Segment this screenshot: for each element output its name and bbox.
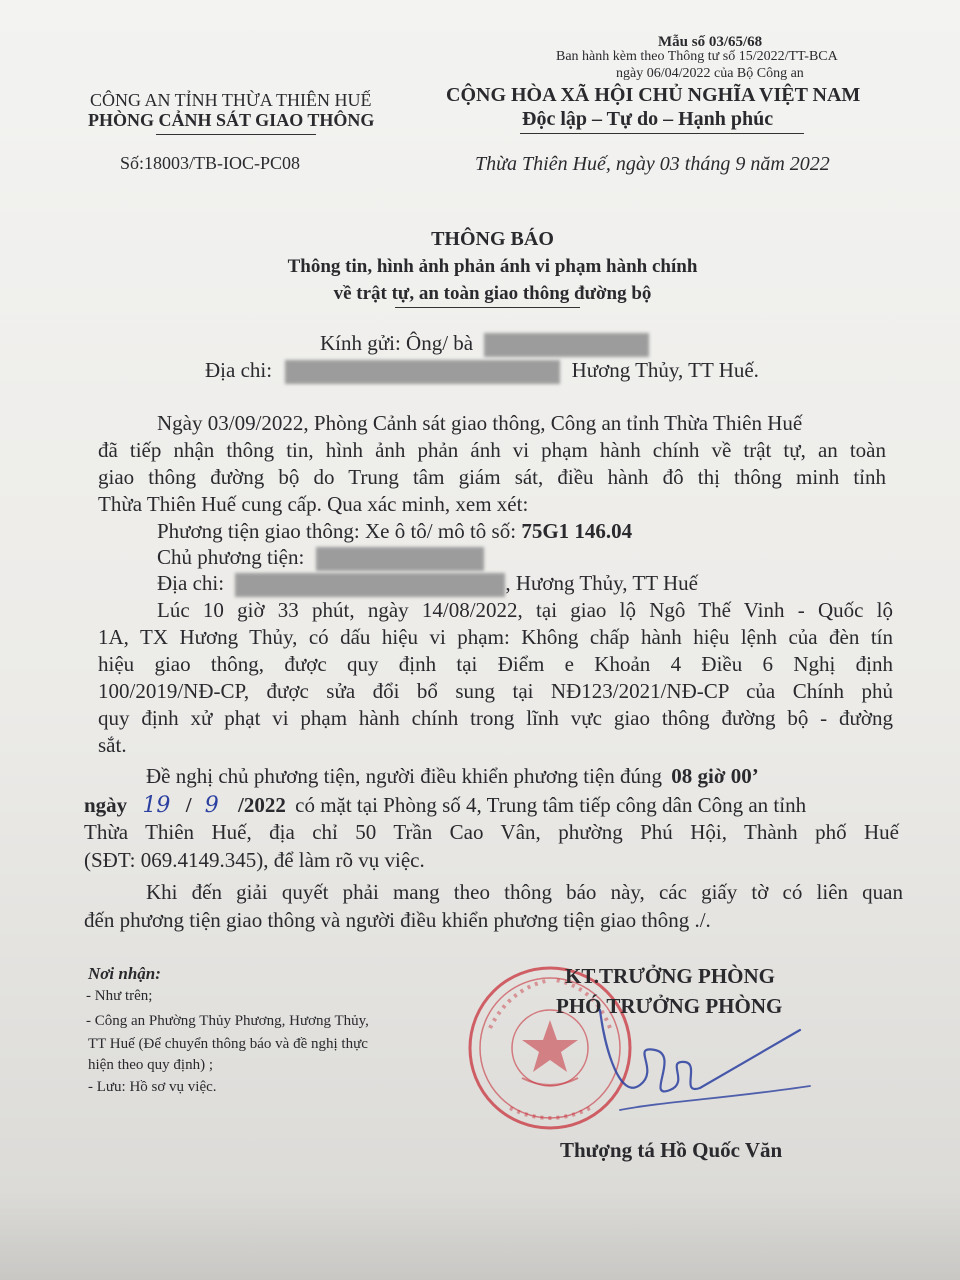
recipient-line [320,330,649,357]
motto-underline [520,133,804,134]
p3-line-2-rest: có mặt tại Phòng số 4, Trung tâm tiếp công dân Công an tỉnh [295,793,807,817]
handwritten-month: 9 [204,793,219,818]
p4-line-2: đến phương tiện giao thông và người điều khiển phương tiện giao thông ./. [84,908,711,932]
agency-name: CÔNG AN TỈNH THỪA THIÊN HUẾ [90,90,372,110]
notice-subtitle-1: Thông tin, hình ảnh phản ánh vi phạm hành chính [287,256,698,277]
form-date-authority: ngày 06/04/2022 của Bộ Công an [616,66,804,81]
document-number: Số:18003/TB-IOC-PC08 [120,153,301,173]
header-left-underline [156,134,316,135]
recipients-item-2-cont-2: hiện theo quy định) ; [88,1057,213,1073]
redacted-name [484,333,649,357]
owner-address-label: Địa chi: [157,571,225,595]
handwritten-day: 19 [142,793,171,818]
redacted-owner [316,547,484,571]
signature-title-2: PHÓ TRƯỞNG PHÒNG [556,994,783,1018]
p2-line-5: quy định xử phạt vi phạm hành chính trong lĩnh vực giao thông đường bộ - đường [98,706,893,730]
p2-line-6: sắt. [98,733,127,757]
owner-label: Chủ phương tiện: [157,545,305,569]
owner-address-suffix: , Hương Thủy, TT Huế [505,571,698,595]
appointment-year: /2022 [238,793,286,817]
p1-line-4: Thừa Thiên Huế cung cấp. Qua xác minh, xem xét: [98,492,529,516]
recipients-item-3: - Lưu: Hồ sơ vụ việc. [88,1079,217,1095]
address-suffix: Hương Thủy, TT Huế. [571,358,759,382]
department-name: PHÒNG CẢNH SÁT GIAO THÔNG [88,110,375,130]
recipients-item-1: - Như trên; [86,988,153,1004]
signature-title-1: KT.TRƯỞNG PHÒNG [565,964,775,988]
redacted-address [285,360,560,384]
signer-name: Thượng tá Hồ Quốc Văn [560,1138,783,1162]
national-motto: Độc lập – Tự do – Hạnh phúc [522,108,774,130]
notice-subtitle-2: về trật tự, an toàn giao thông đường bộ [333,283,652,304]
notice-title: THÔNG BÁO [431,228,554,250]
p2-line-3: hiệu giao thông, được quy định tại Điểm e Khoản 4 Điều 6 Nghị định [98,652,893,676]
vehicle-line [157,518,632,545]
p2-line-1: Lúc 10 giờ 33 phút, ngày 14/08/2022, tại giao lộ Ngô Thế Vinh - Quốc lộ [157,598,893,622]
owner-line [157,544,484,571]
recipients-heading: Nơi nhận: [88,964,161,983]
vehicle-label: Phương tiện giao thông: Xe ô tô/ mô tô số: [157,519,517,543]
p3-line-1-text: Đề nghị chủ phương tiện, người điều khiển phương tiện đúng [146,764,662,788]
form-number: Mẫu số 03/65/68 [658,34,763,50]
nation-name: CỘNG HÒA XÃ HỘI CHỦ NGHĨA VIỆT NAM [446,84,861,106]
place-date: Thừa Thiên Huế, ngày 03 tháng 9 năm 2022 [475,153,830,175]
p3-line-2 [84,792,806,819]
form-issued-with: Ban hành kèm theo Thông tư số 15/2022/TT-BCA [556,49,838,64]
p4-line-1: Khi đến giải quyết phải mang theo thông báo này, các giấy tờ có liên quan [146,880,903,904]
recipients-item-2-cont: TT Huế (Để chuyển thông báo và đề nghị thực [88,1036,368,1052]
p1-line-3: giao thông đường bộ do Trung tâm giám sát, điều hành đô thị thông minh tỉnh [98,465,886,489]
date-separator: / [185,793,192,817]
p2-line-2: 1A, TX Hương Thủy, có dấu hiệu vi phạm: Không chấp hành hiệu lệnh của đèn tín [98,625,893,649]
photo-shadow [0,1190,960,1280]
p3-line-3: Thừa Thiên Huế, địa chỉ 50 Trần Cao Vân, phường Phú Hội, Thành phố Huế [84,820,899,844]
owner-address-line [157,570,698,597]
recipients-item-2: - Công an Phường Thủy Phương, Hương Thủy, [86,1013,369,1029]
p3-line-4: (SĐT: 069.4149.345), để làm rõ vụ việc. [84,848,425,872]
greeting: Kính gửi: Ông/ bà [320,331,474,355]
p3-ngay: ngày [84,793,128,817]
vehicle-plate: 75G1 146.04 [521,519,633,543]
p1-line-2: đã tiếp nhận thông tin, hình ảnh phản ánh vi phạm hành chính về trật tự, an toàn [98,438,886,462]
redacted-owner-address [235,573,505,597]
appointment-time: 08 giờ 00’ [671,764,759,788]
handwritten-signature [560,990,860,1130]
recipient-address-line [205,357,759,384]
p3-line-1 [146,763,759,790]
p2-line-4: 100/2019/NĐ-CP, được sửa đổi bổ sung tại NĐ123/2021/NĐ-CP của Chính phủ [98,679,893,703]
address-label: Địa chi: [205,358,273,382]
p1-line-1: Ngày 03/09/2022, Phòng Cảnh sát giao thông, Công an tỉnh Thừa Thiên Huế [157,411,803,435]
title-underline [395,307,580,308]
